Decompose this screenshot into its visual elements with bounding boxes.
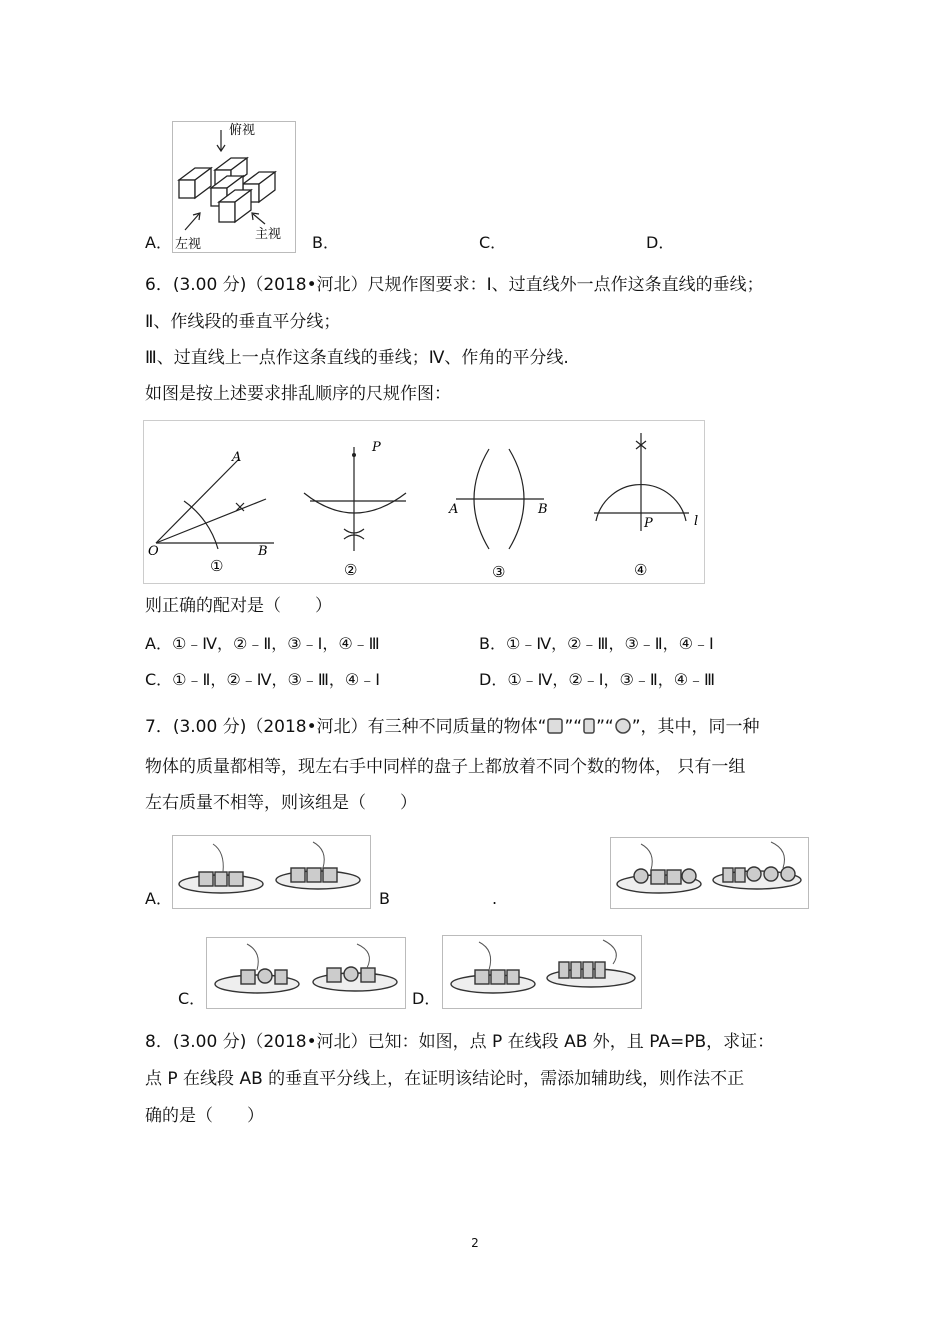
q8-line-1: 8．(3.00 分)（2018•河北）已知：如图，点 P 在线段 AB 外，且 PA=PB，求证： [145, 1032, 775, 1052]
q8-line-2: 点 P 在线段 AB 的垂直平分线上，在证明该结论时，需添加辅助线，则作法不正 [145, 1069, 745, 1089]
q5-option-c: C． [479, 233, 507, 252]
fig4-label-p: P [644, 516, 653, 531]
q6-construction-figure [143, 420, 705, 584]
q8-line-3: 确的是（ ） [145, 1106, 264, 1126]
fig1-label-b: B [258, 544, 268, 559]
label-front-view: 主视 [255, 227, 282, 242]
q6-option-b: B．①﹣Ⅳ，②﹣Ⅲ，③﹣Ⅱ，④﹣Ⅰ [479, 634, 714, 653]
q7-line-1-end: ”，其中，同一种 [631, 717, 760, 737]
q6-question: 则正确的配对是（ ） [145, 596, 332, 616]
cylinder-object-icon [582, 717, 596, 735]
fig1-label-o: O [148, 544, 159, 559]
fig4-number: ④ [634, 561, 648, 579]
q7-line-1 [145, 715, 760, 739]
q7-option-a-image [172, 835, 371, 909]
plates-d-drawing [443, 936, 641, 1008]
q7-line-3: 左右质量不相等，则该组是（ ） [145, 793, 417, 813]
q6-line-1: 6．(3.00 分)（2018•河北）尺规作图要求：Ⅰ、过直线外一点作这条直线的垂线； [145, 275, 764, 295]
fig2-number: ② [344, 561, 358, 579]
q7-line-1-start: 7．(3.00 分)（2018•河北）有三种不同质量的物体“ [145, 717, 547, 737]
square-object-icon [546, 717, 564, 735]
q6-option-a: A．①﹣Ⅳ，②﹣Ⅱ，③﹣Ⅰ，④﹣Ⅲ [145, 634, 380, 653]
q7-option-d: D． [412, 989, 441, 1008]
q7-option-c-image [206, 937, 406, 1009]
q5-option-d: D． [646, 233, 675, 252]
q6-option-d: D．①﹣Ⅳ，②﹣Ⅰ，③﹣Ⅱ，④﹣Ⅲ [479, 670, 716, 689]
plates-a-drawing [173, 836, 370, 908]
q5-option-a: A． [145, 233, 172, 252]
page-number: 2 [471, 1236, 479, 1250]
fig4-label-l: l [694, 514, 699, 529]
plates-b-drawing [611, 838, 808, 908]
fig3-number: ③ [492, 563, 506, 581]
q7-option-d-image [442, 935, 642, 1009]
plates-c-drawing [207, 938, 405, 1008]
q7-line-2: 物体的质量都相等，现左右手中同样的盘子上都放着不同个数的物体， 只有一组 [145, 757, 746, 777]
label-left-view: 左视 [175, 237, 202, 252]
fig1-label-a: A [232, 450, 242, 465]
q6-line-4: 如图是按上述要求排乱顺序的尺规作图： [145, 384, 451, 404]
construction-drawings [144, 421, 704, 583]
label-top-view: 俯视 [229, 123, 256, 138]
q7-option-b-dot: . [492, 889, 498, 908]
q5-cube-figure [172, 121, 296, 253]
q5-option-b: B． [312, 233, 339, 252]
q7-option-b-image [610, 837, 809, 909]
q7-quote-2: ”“ [596, 717, 614, 737]
q7-option-b: B [379, 889, 390, 908]
fig3-label-a: A [449, 502, 459, 517]
q7-quote-1: ”“ [564, 717, 583, 737]
q6-line-2: Ⅱ、作线段的垂直平分线； [145, 312, 341, 332]
q6-option-c: C．①﹣Ⅱ，②﹣Ⅳ，③﹣Ⅲ，④﹣Ⅰ [145, 670, 380, 689]
q6-line-3: Ⅲ、过直线上一点作这条直线的垂线；Ⅳ、作角的平分线. [145, 348, 569, 368]
fig3-label-b: B [538, 502, 548, 517]
ball-object-icon [614, 717, 632, 735]
fig2-label-p: P [372, 440, 381, 455]
q7-option-c: C． [178, 989, 206, 1008]
q7-option-a: A． [145, 889, 172, 908]
cube-drawing [173, 122, 295, 252]
fig1-number: ① [210, 557, 224, 575]
